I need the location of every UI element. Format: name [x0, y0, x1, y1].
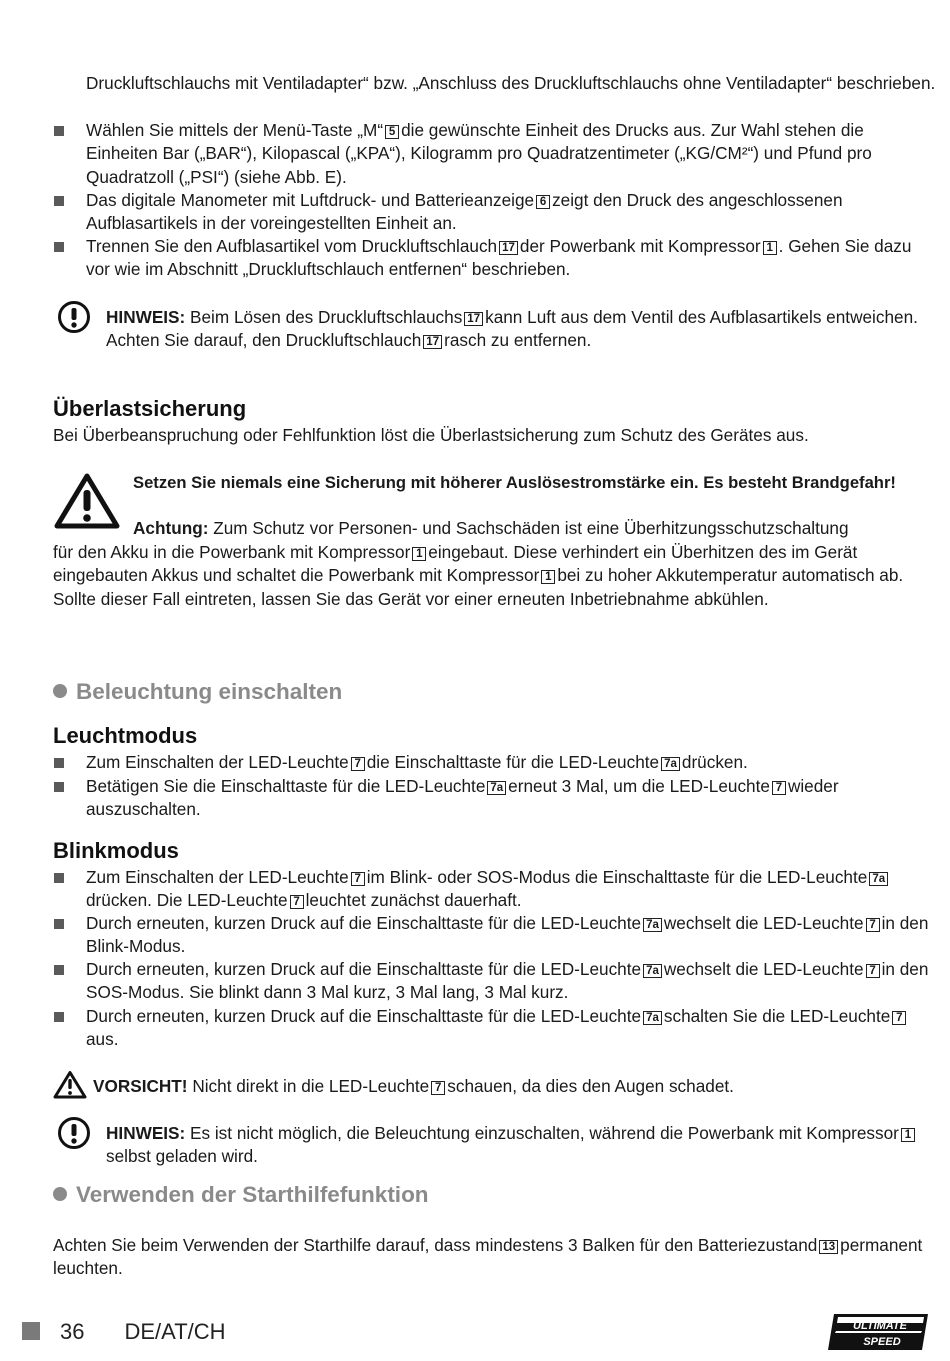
language-code: DE/AT/CH: [124, 1319, 226, 1344]
ref-number: 1: [541, 570, 555, 584]
list-item: Wählen Sie mittels der Menü-Taste „M“ 5 die gewünschte Einheit des Drucks aus. Zur Wahl stehen die Einheiten Bar („BAR“), Kilopascal („KPA“), Kilogramm pro Quadratzentimeter („KG/CM²“) und Pfund pro Quadratzoll („PSI“) (siehe Abb. E).: [53, 119, 938, 189]
ref-number: 5: [385, 125, 399, 139]
warning-paragraph: für den Akku in die Powerbank mit Kompressor 1 eingebaut. Diese verhindert ein Überhitzen des im Gerät eingebauten Akkus und schaltet die Powerbank mit Kompressor 1 bei zu hoher Akkutemperatur automatisch ab. Sollte dieser Fall eintreten, lassen Sie das Gerät vor einer erneuten Inbetriebnahme abkühlen.: [53, 542, 904, 609]
ref-number: 7a: [869, 872, 888, 886]
ref-number: 1: [412, 547, 426, 561]
list-item: Zum Einschalten der LED-Leuchte 7 im Blink- oder SOS-Modus die Einschalttaste für die LED-Leuchte 7adrücken. Die LED-Leuchte 7 leuchtet zunächst dauerhaft.: [53, 866, 938, 913]
ref-number: 1: [901, 1128, 915, 1142]
warning-triangle-icon: [53, 472, 121, 530]
list-item: Durch erneuten, kurzen Druck auf die Einschalttaste für die LED-Leuchte 7a wechselt die LED-Leuchte 7 in den Blink-Modus.: [53, 912, 938, 959]
ref-number: 7a: [643, 1011, 662, 1025]
logo-line1: ULTIMATE: [853, 1320, 907, 1332]
bullet-dot-icon: [53, 684, 67, 698]
paragraph: Bei Überbeanspruchung oder Fehlfunktion löst die Überlastsicherung zum Schutz des Gerätes aus.: [53, 425, 809, 445]
warning-line-1: Achtung: Zum Schutz vor Personen- und Sachschäden ist eine Überhitzungsschutzschaltung: [133, 518, 849, 538]
footer-square: [22, 1322, 40, 1340]
exclamation-circle-icon: [57, 300, 91, 334]
section-heading: Überlastsicherung: [53, 396, 247, 421]
subsection-heading: Leuchtmodus: [53, 723, 198, 748]
ref-number: 7a: [661, 757, 680, 771]
ref-number: 7: [866, 964, 880, 978]
ref-number: 7: [351, 757, 365, 771]
ref-number: 6: [536, 195, 550, 209]
ref-number: 7: [772, 781, 786, 795]
list-item: Durch erneuten, kurzen Druck auf die Einschalttaste für die LED-Leuchte 7a schalten Sie die LED-Leuchte 7aus.: [53, 1005, 938, 1052]
caution-text: VORSICHT! Nicht direkt in die LED-Leuchte 7 schauen, da dies den Augen schadet.: [93, 1076, 734, 1096]
warning-triangle-icon: [53, 1070, 87, 1099]
footer: [60, 1319, 266, 1345]
ref-number: 7a: [643, 918, 662, 932]
page-number: 36: [60, 1319, 85, 1344]
list-item: Durch erneuten, kurzen Druck auf die Einschalttaste für die LED-Leuchte 7a wechselt die LED-Leuchte 7 in den SOS-Modus. Sie blinkt dann 3 Mal kurz, 3 Mal lang, 3 Mal kurz.: [53, 958, 938, 1005]
paragraph: Achten Sie beim Verwenden der Starthilfe darauf, dass mindestens 3 Balken für den Batteriezustand 13 permanent leuchten.: [53, 1235, 923, 1279]
ref-number: 7: [431, 1081, 445, 1095]
section-title: Verwenden der Starthilfefunktion: [53, 1182, 429, 1208]
ref-number: 13: [819, 1240, 838, 1254]
ref-number: 7: [351, 872, 365, 886]
ref-number: 17: [423, 335, 442, 349]
list-item: Das digitale Manometer mit Luftdruck- und Batterieanzeige 6 zeigt den Druck des angeschlossenen Aufblasartikels in der voreingestellten Einheit an.: [53, 189, 938, 236]
bullet-dot-icon: [53, 1187, 67, 1201]
note-block: HINWEIS: Es ist nicht möglich, die Beleuchtung einzuschalten, während die Powerbank mit Kompressor 1selbst geladen wird.: [106, 1122, 938, 1169]
subsection-heading: Blinkmodus: [53, 838, 179, 863]
intro-continuation: Druckluftschlauchs mit Ventiladapter“ bzw. „Anschluss des Druckluftschlauchs ohne Ventiladapter“ beschrieben.: [86, 73, 936, 93]
ref-number: 17: [464, 312, 483, 326]
exclamation-circle-icon: [57, 1116, 91, 1150]
ref-number: 7: [892, 1011, 906, 1025]
ref-number: 1: [763, 241, 777, 255]
ref-number: 7: [866, 918, 880, 932]
ref-number: 7: [290, 895, 304, 909]
ref-number: 7a: [643, 964, 662, 978]
warning-bold-text: Setzen Sie niemals eine Sicherung mit höherer Auslösestromstärke ein. Es besteht Brandgefahr!: [133, 473, 896, 492]
ref-number: 7a: [487, 781, 506, 795]
ref-number: 17: [499, 241, 518, 255]
list-item: Betätigen Sie die Einschalttaste für die LED-Leuchte 7a erneut 3 Mal, um die LED-Leuchte 7 wieder auszuschalten.: [53, 775, 938, 822]
logo-line2: SPEED: [863, 1336, 901, 1348]
note-block: HINWEIS: Beim Lösen des Druckluftschlauchs 17 kann Luft aus dem Ventil des Aufblasartikels entweichen. Achten Sie darauf, den Druckluftschlauch 17 rasch zu entfernen.: [106, 307, 918, 351]
ultimate-speed-logo: [826, 1312, 930, 1352]
list-item: Zum Einschalten der LED-Leuchte 7 die Einschalttaste für die LED-Leuchte 7a drücken.: [53, 751, 938, 774]
list-item: Trennen Sie den Aufblasartikel vom Druckluftschlauch 17 der Powerbank mit Kompressor 1 . Gehen Sie dazu vor wie im Abschnitt „Druckluftschlauch entfernen“ beschrieben.: [53, 235, 938, 282]
section-title: Beleuchtung einschalten: [53, 679, 342, 705]
